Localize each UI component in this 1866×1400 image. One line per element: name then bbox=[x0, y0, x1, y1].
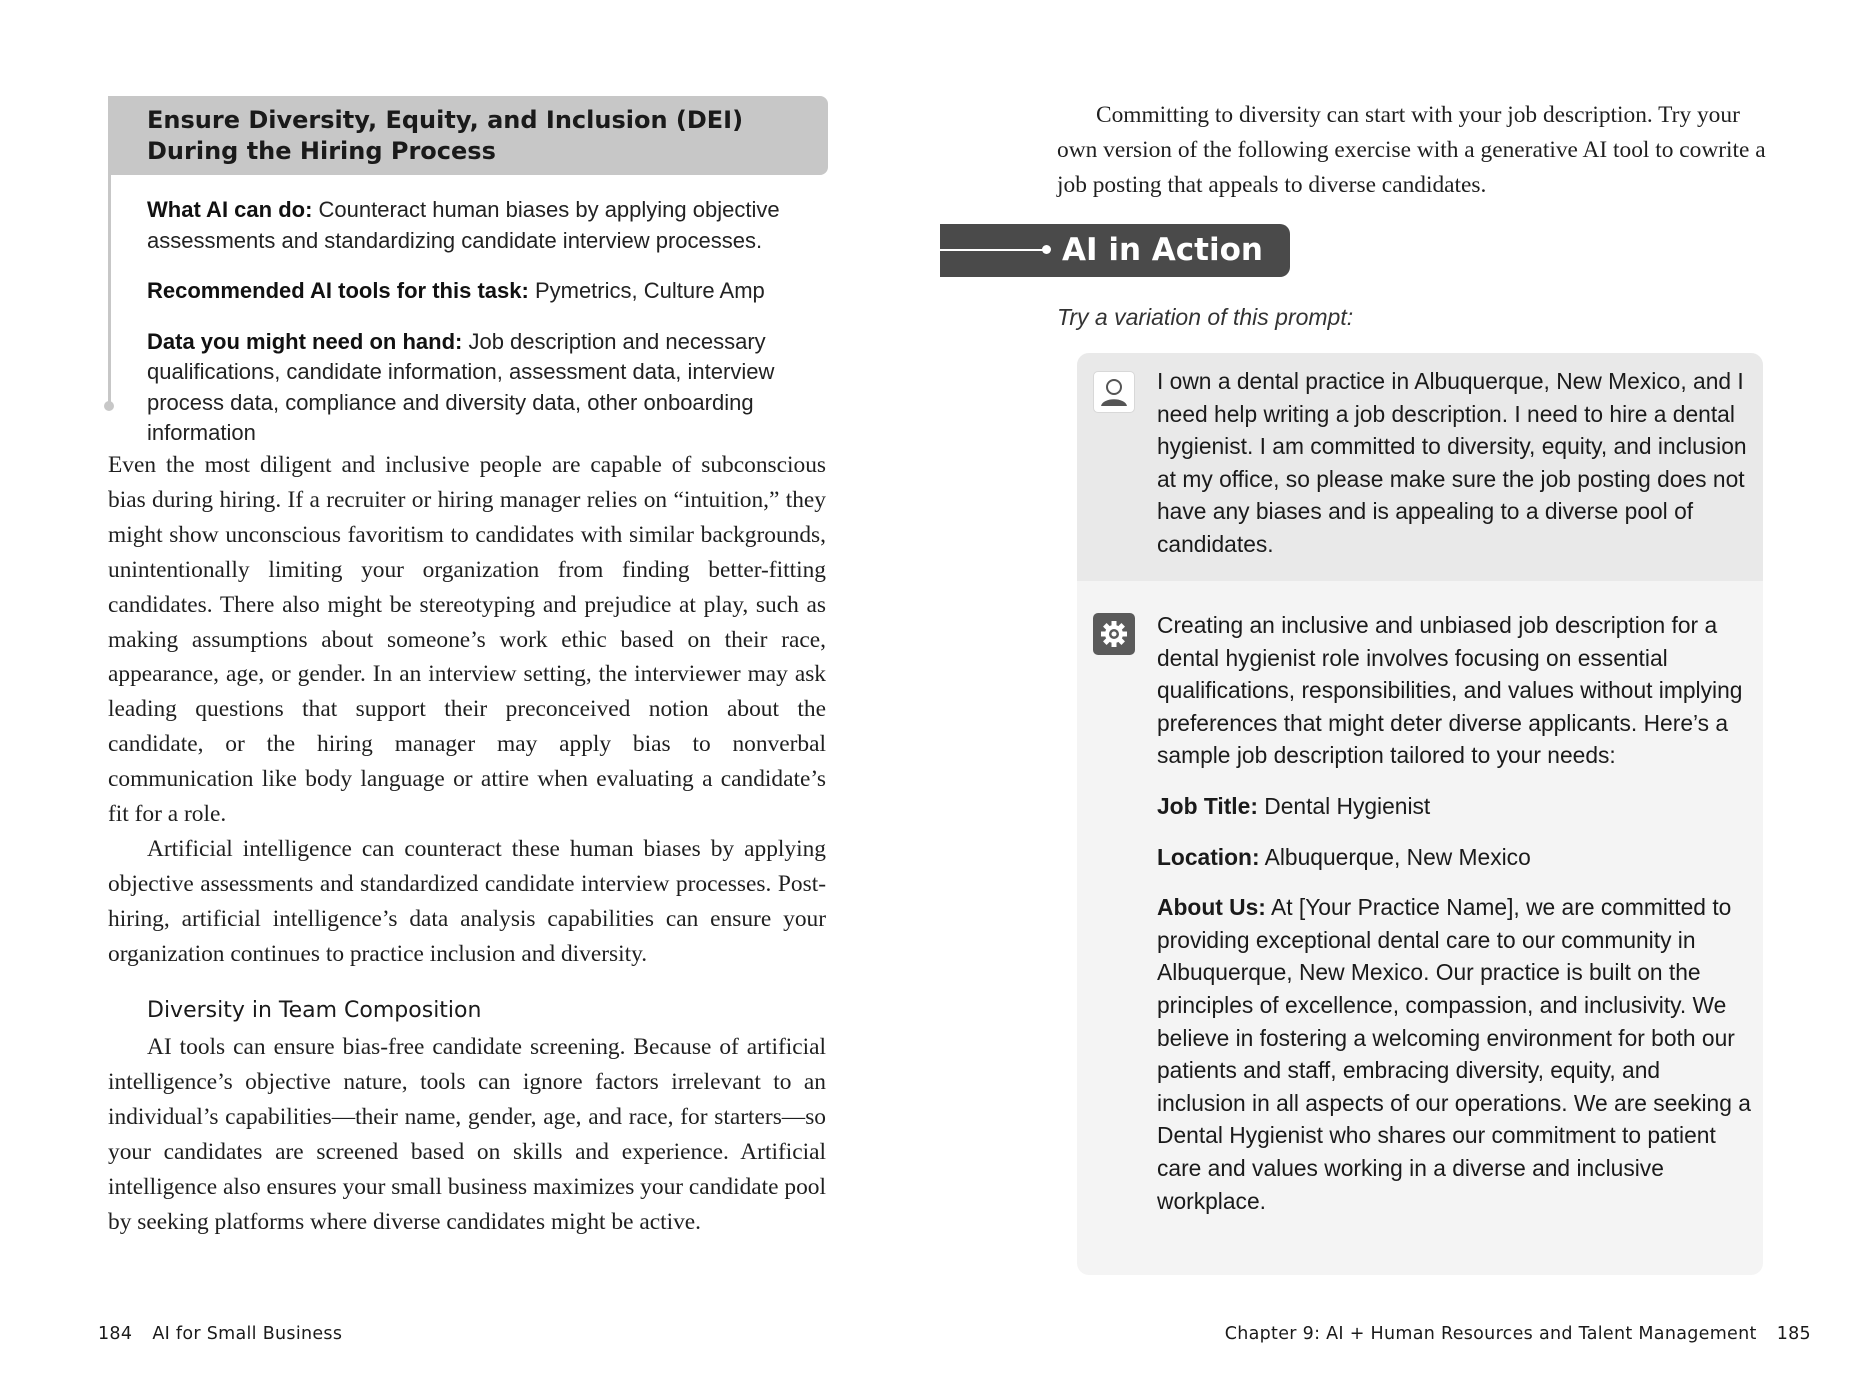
job-title-label: Job Title: bbox=[1157, 792, 1258, 819]
response-intro: Creating an inclusive and unbiased job description for a dental hygienist role involves focusing on essential qualifications, responsibilities, and values without implying preferences that might deter diverse applicants. Here’s a sample job description tailored to your needs: bbox=[1157, 612, 1743, 769]
about-us-field bbox=[1157, 891, 1752, 1217]
tools-label: Recommended AI tools for this task: bbox=[147, 278, 529, 303]
dei-task-box bbox=[108, 96, 828, 469]
gear-icon bbox=[1093, 613, 1135, 655]
left-footer bbox=[98, 1324, 342, 1344]
ai-in-action-banner bbox=[940, 224, 1290, 277]
data-on-hand bbox=[147, 327, 818, 449]
section-subheading: Diversity in Team Composition bbox=[147, 998, 482, 1023]
assistant-response bbox=[1157, 609, 1752, 1217]
left-body-text bbox=[108, 448, 826, 972]
tools-text: Pymetrics, Culture Amp bbox=[534, 278, 765, 303]
paragraph-counteract: Artificial intelligence can counteract these human biases by applying objective assessments and standardized candidate interview processes. Post-hiring, artificial intelligence’s data analysis capabilities can ensure your organization continues to practice inclusion and diversity. bbox=[108, 835, 826, 967]
location-value: Albuquerque, New Mexico bbox=[1264, 843, 1531, 870]
banner-label: AI in Action bbox=[1062, 232, 1263, 268]
task-box-rail bbox=[108, 172, 111, 404]
book-title: AI for Small Business bbox=[152, 1324, 343, 1344]
left-page-number: 184 bbox=[98, 1324, 133, 1344]
data-text: Job description and necessary qualifications, candidate information, assessment data, interview process data, compliance and diversity data, other onboarding information bbox=[147, 328, 775, 445]
about-value: At [Your Practice Name], we are committed to providing exceptional dental care to our community in Albuquerque, New Mexico. Our practice is built on the principles of excellence, compassion, and inclusivity. We believe in fostering a welcoming environment for both our patients and staff, embracing diversity, equity, and inclusion in all aspects of our operations. We are seeking a Dental Hygienist who shares our commitment to patient care and values working in a diverse and inclusive workplace. bbox=[1157, 894, 1751, 1214]
recommended-tools bbox=[147, 276, 818, 307]
paragraph-screening: AI tools can ensure bias-free candidate screening. Because of artificial intelligence’s objective nature, tools can ignore factors irrelevant to an individual’s capabilities—their name, gender, age, and race, for starters—so your candidates are screened based on skills and experience. Artificial intelligence also ensures your small business maximizes your candidate pool by seeking platforms where diverse candidates might be active. bbox=[108, 1034, 826, 1235]
task-box-rail-dot bbox=[104, 401, 114, 411]
what-ai-label: What AI can do: bbox=[147, 197, 313, 222]
what-ai-text: Counteract human biases by applying objective assessments and standardizing candidate interview processes. bbox=[147, 197, 780, 253]
user-prompt-text bbox=[1157, 365, 1752, 561]
task-box-body bbox=[108, 175, 828, 449]
prompt-text: I own a dental practice in Albuquerque, New Mexico, and I need help writing a job description. I need to hire a dental hygienist. I am committed to diversity, equity, and inclusion at my office, so please make sure the job posting does not have any biases and is appealing to a diverse pool of candidates. bbox=[1157, 368, 1747, 557]
task-box-title-line-2: During the Hiring Process bbox=[147, 137, 496, 165]
left-body-text-2 bbox=[108, 1030, 826, 1239]
location-label: Location: bbox=[1157, 843, 1260, 870]
intro-paragraph: Committing to diversity can start with your job description. Try your own version of the following exercise with a generative AI tool to cowrite a job posting that appeals to diverse candidates. bbox=[1057, 102, 1766, 198]
task-box-title-line-1: Ensure Diversity, Equity, and Inclusion (DEI) bbox=[147, 106, 744, 134]
banner-line bbox=[940, 249, 1045, 251]
job-title-value: Dental Hygienist bbox=[1264, 792, 1431, 819]
right-page-number: 185 bbox=[1776, 1324, 1811, 1344]
banner-dot bbox=[1042, 245, 1051, 254]
location-field bbox=[1157, 841, 1752, 874]
what-ai-can-do bbox=[147, 195, 818, 256]
job-title-field bbox=[1157, 790, 1752, 823]
right-footer bbox=[1225, 1324, 1811, 1344]
about-label: About Us: bbox=[1157, 894, 1266, 921]
user-avatar-icon bbox=[1093, 371, 1135, 413]
chat-example-card bbox=[1077, 353, 1763, 1275]
paragraph-bias: Even the most diligent and inclusive people are capable of subconscious bias during hiring. If a recruiter or hiring manager relies on “intuition,” they might show unconscious favoritism to candidates with similar backgrounds, unintentionally limiting your organization from finding better-fitting candidates. There also might be stereotyping and prejudice at play, such as making assumptions about someone’s work ethic based on their race, appearance, age, or gender. In an interview setting, the interviewer may ask leading questions that support their preconceived notion about the candidate, or the hiring manager may apply bias to nonverbal communication like body language or attire when evaluating a candidate’s fit for a role. bbox=[108, 452, 826, 828]
right-page bbox=[933, 0, 1866, 1400]
data-label: Data you might need on hand: bbox=[147, 328, 463, 354]
try-prompt-label: Try a variation of this prompt: bbox=[1057, 304, 1354, 330]
task-box-title bbox=[108, 96, 828, 175]
chapter-title: Chapter 9: AI + Human Resources and Talent Management bbox=[1224, 1324, 1757, 1344]
